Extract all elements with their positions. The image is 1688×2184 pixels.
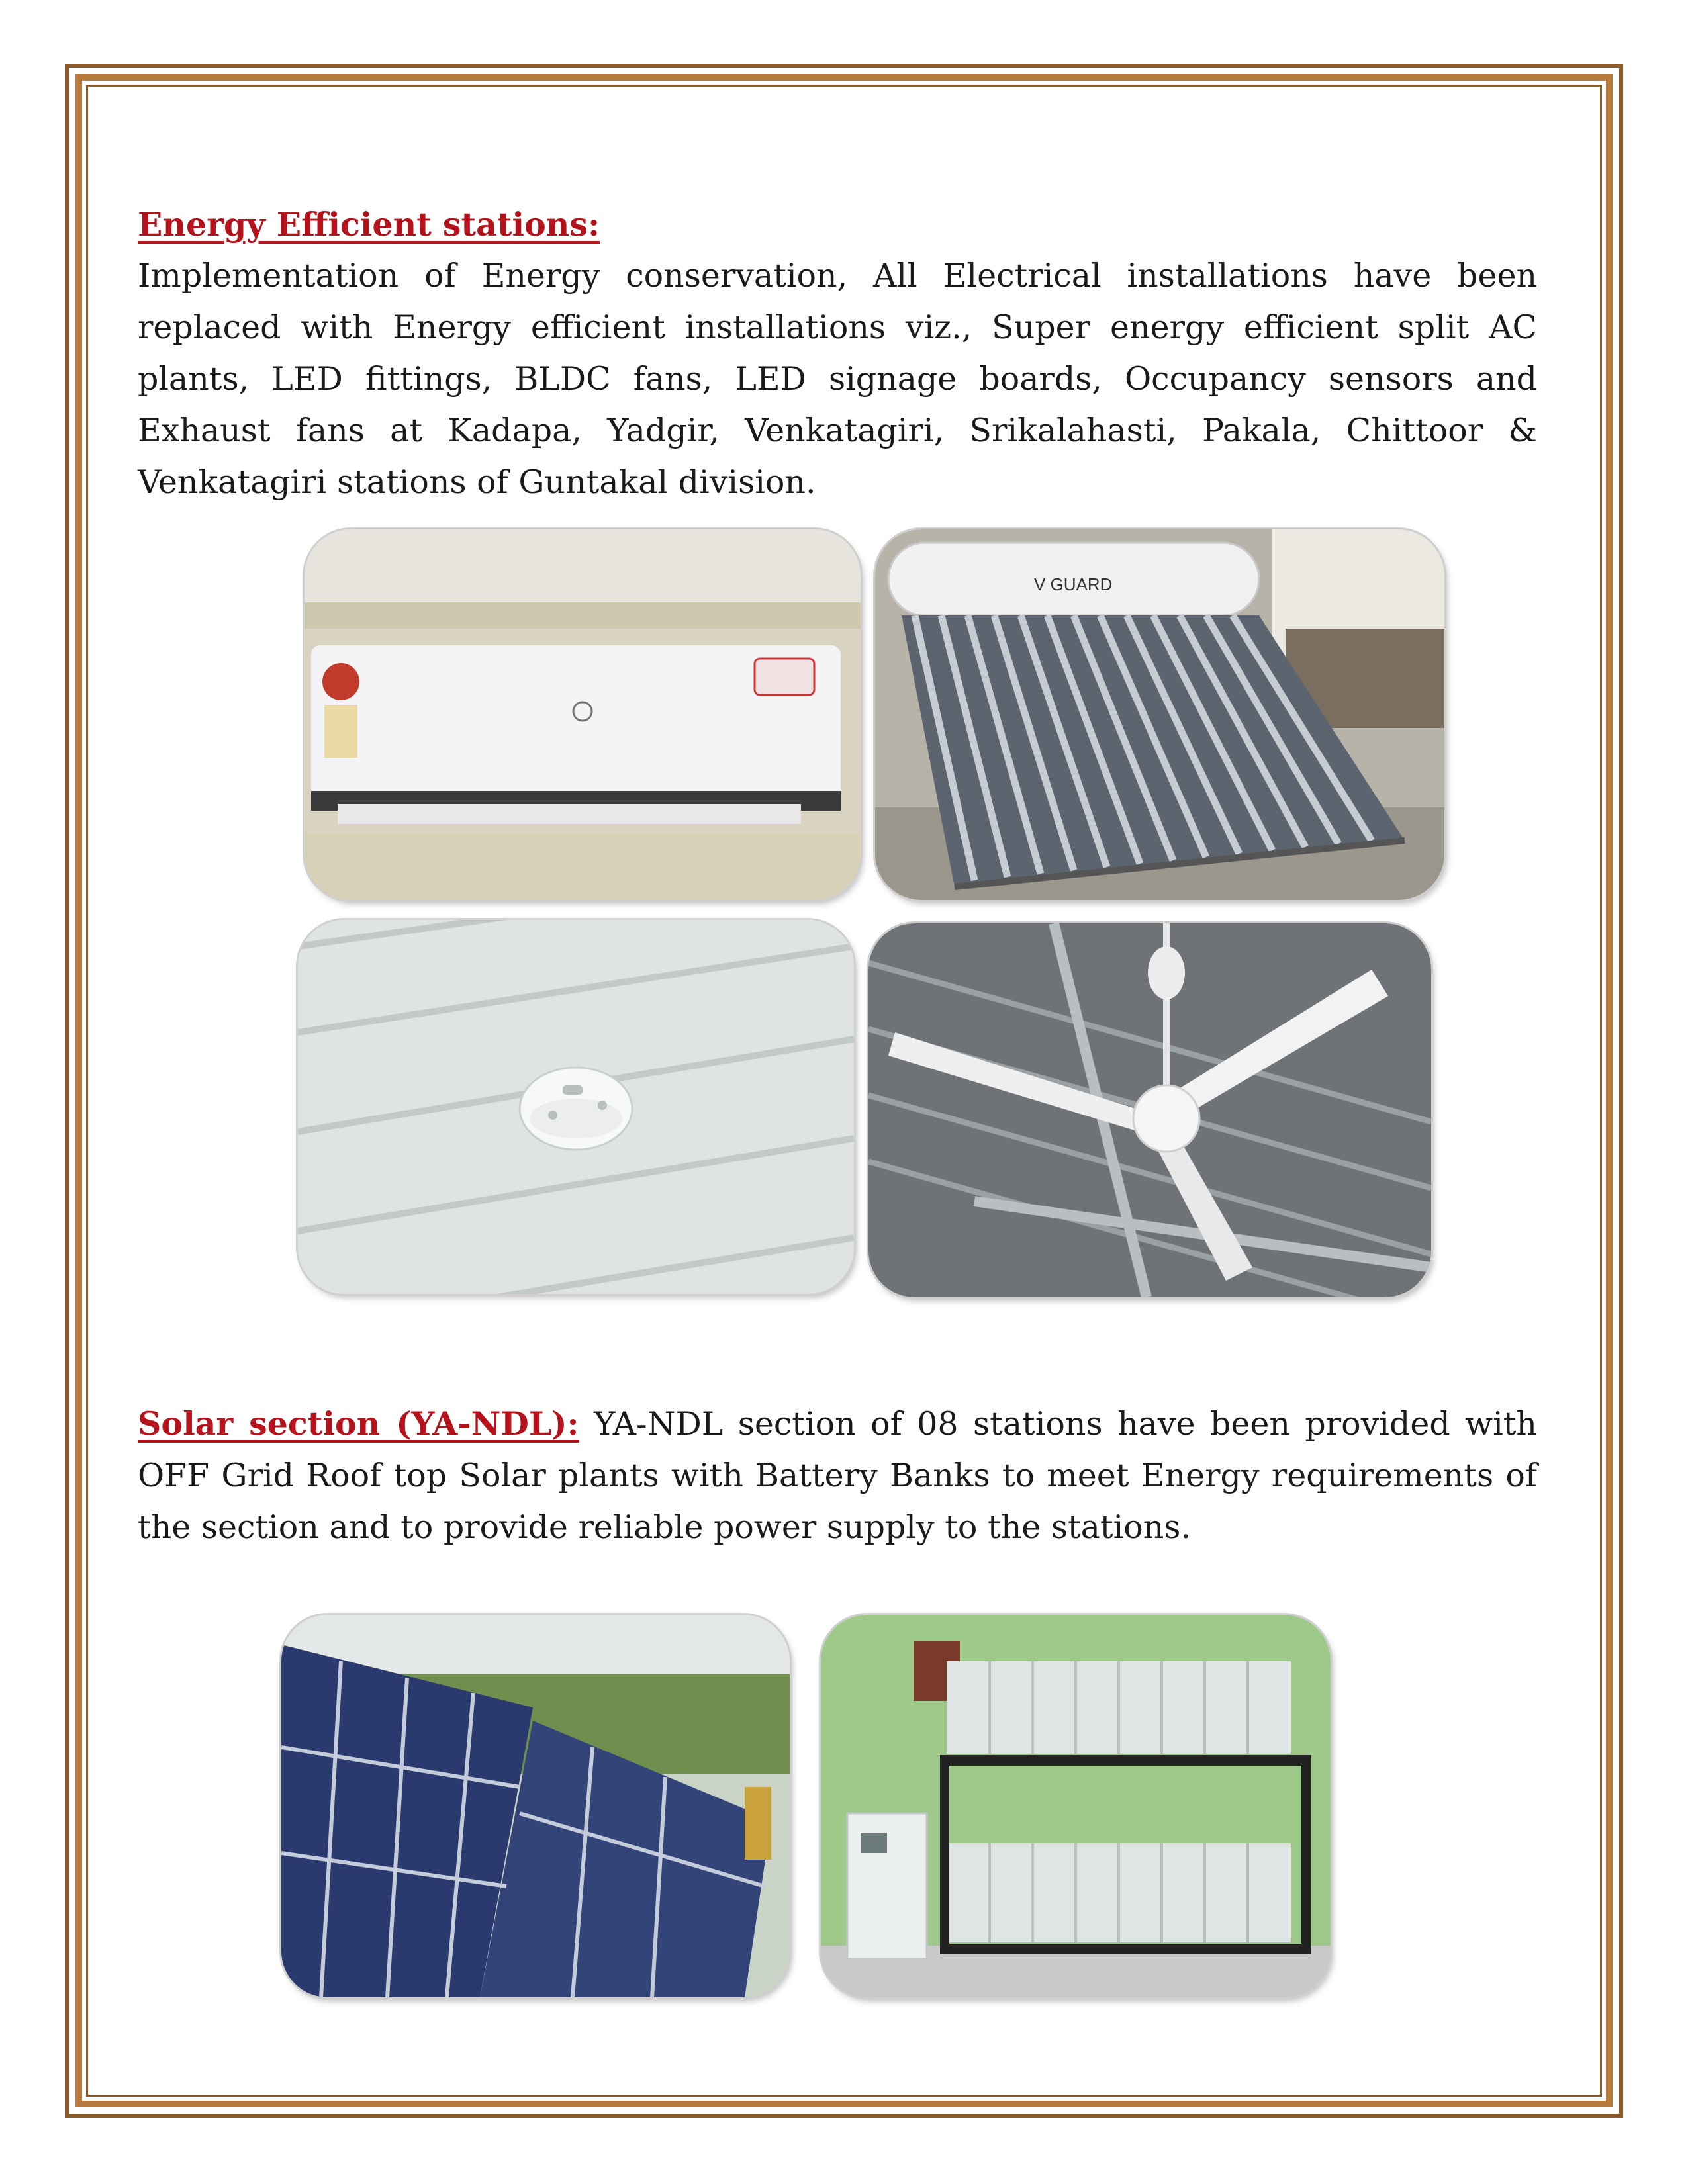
solar-body: YA-NDL section of 08 stations have been provided with OFF Grid Roof top Solar plants with Battery Banks to meet Energy requirements of the section and to provide reliable power supply to the stations. [138, 1405, 1537, 1546]
solar-paragraph [138, 1398, 1537, 1553]
bldc-fan-image [868, 923, 1431, 1297]
photo-occupancy-sensor [298, 920, 854, 1294]
photo-battery-bank [821, 1615, 1331, 1997]
photo-split-ac [305, 529, 861, 900]
energy-section [138, 199, 1537, 508]
photo-bldc-fan [868, 923, 1431, 1297]
heater-brand-label: V GUARD [1034, 574, 1113, 594]
photo-solar-water-heater [875, 529, 1444, 900]
occupancy-sensor-image [298, 920, 854, 1294]
battery-bank-image [821, 1615, 1331, 1997]
solar-heading: Solar section (YA-NDL): [138, 1404, 579, 1443]
photo-solar-panels [281, 1615, 790, 1997]
solar-water-heater-image [875, 529, 1444, 900]
solar-panels-image [281, 1615, 790, 1997]
split-ac-image [305, 529, 861, 900]
energy-body: Implementation of Energy conservation, All Electrical installations have been replaced with Energy efficient installations viz., Super energy efficient split AC plants, LED fittings, BLDC fans, LED signage boards, Occupancy sensors and Exhaust fans at Kadapa, Yadgir, Venkatagiri, Srikalahasti, Pakala, Chittoor & Venkatagiri stations of Guntakal division. [138, 257, 1537, 501]
solar-section [138, 1398, 1537, 1553]
energy-heading: Energy Efficient stations: [138, 205, 600, 244]
